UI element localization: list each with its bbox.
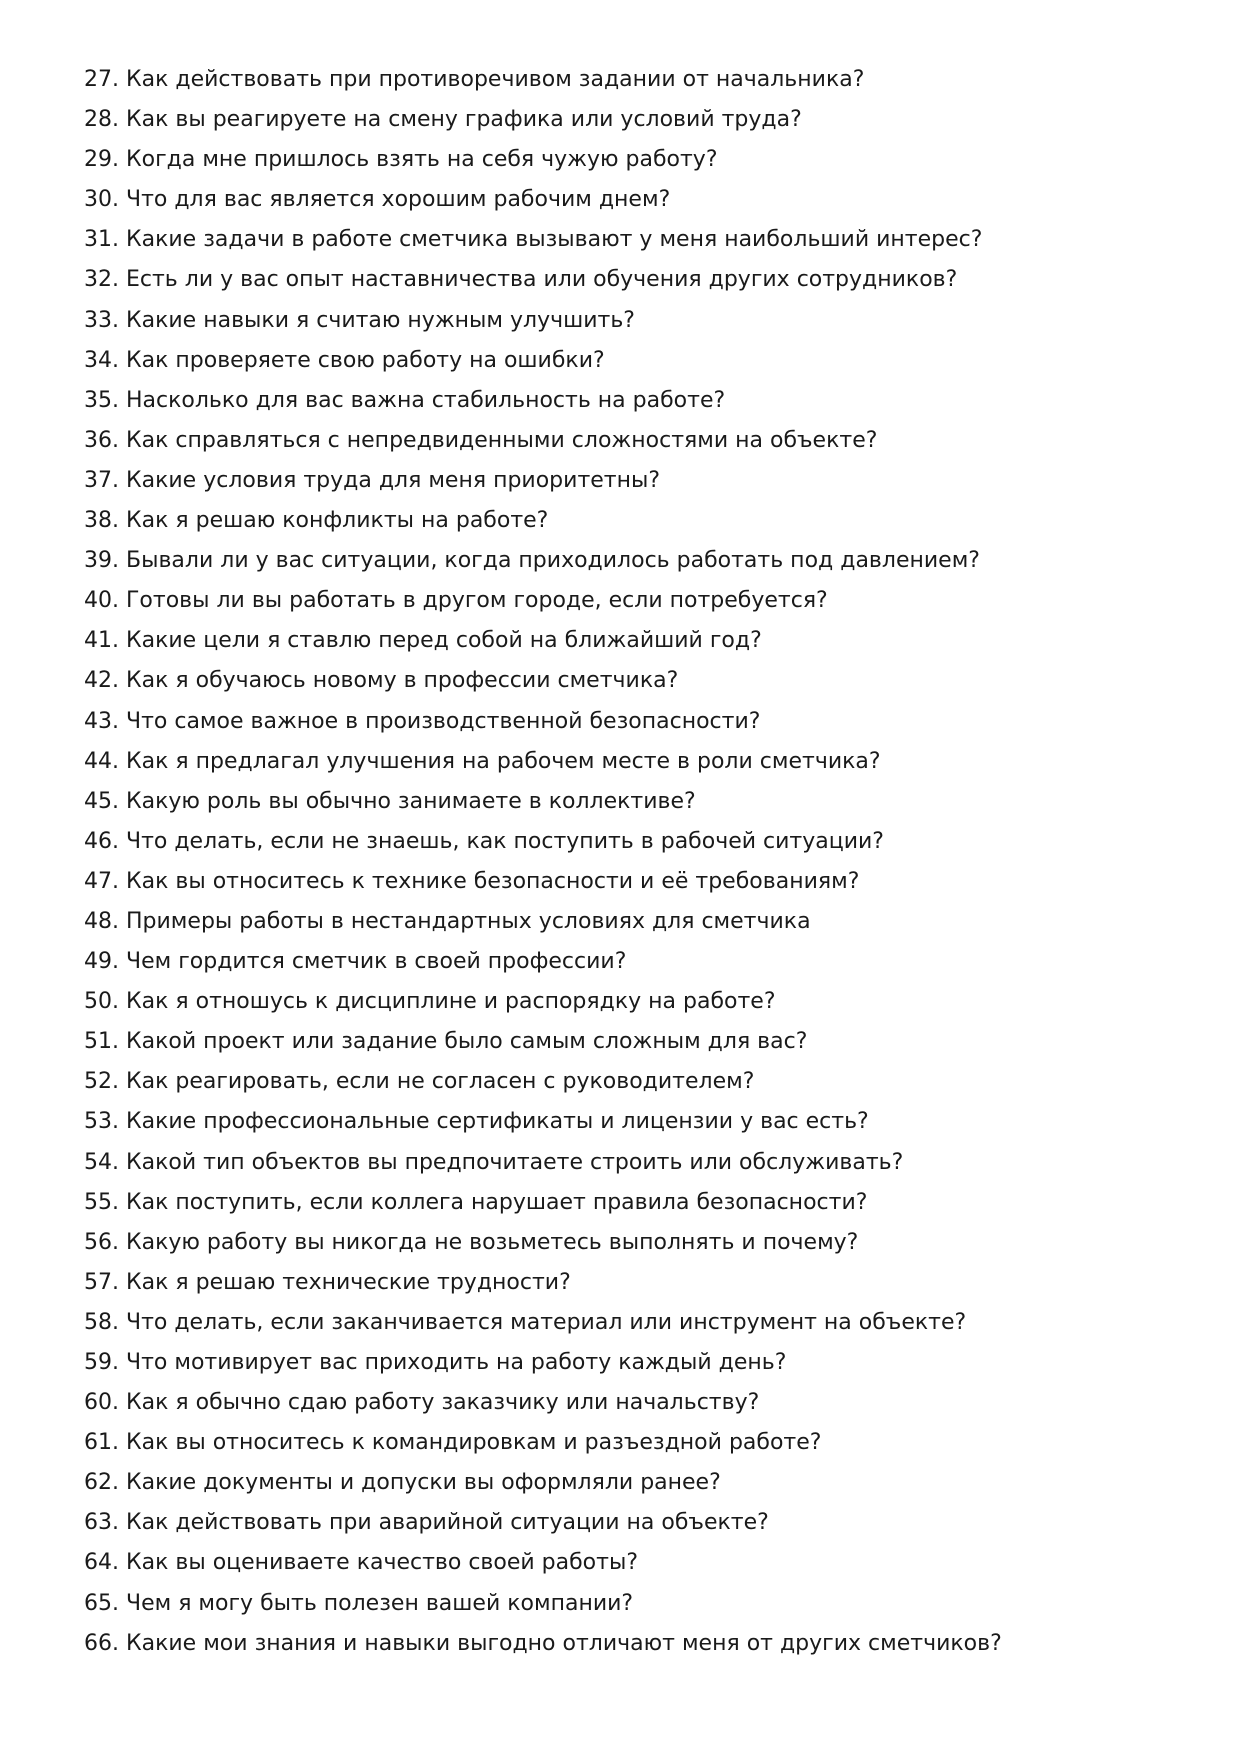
question-text: Как я решаю конфликты на работе? bbox=[126, 508, 549, 534]
question-text: Какие цели я ставлю перед собой на ближайший год? bbox=[126, 628, 762, 654]
question-item bbox=[84, 982, 1184, 1022]
question-item bbox=[84, 942, 1184, 982]
question-number: 63 . bbox=[84, 1510, 126, 1535]
question-item bbox=[84, 1624, 1184, 1664]
question-text: Какую работу вы никогда не возьметесь выполнять и почему? bbox=[126, 1229, 859, 1255]
question-number: 66 . bbox=[84, 1631, 126, 1656]
question-number: 56 . bbox=[84, 1230, 126, 1255]
question-item bbox=[84, 381, 1184, 421]
question-text: Что для вас является хорошим рабочим днем? bbox=[126, 187, 671, 213]
question-item bbox=[84, 1022, 1184, 1062]
question-number: 40 . bbox=[84, 588, 126, 613]
question-number: 60 . bbox=[84, 1390, 126, 1415]
question-text: Какой проект или задание было самым сложным для вас? bbox=[126, 1029, 808, 1055]
question-item bbox=[84, 862, 1184, 902]
question-text: Что делать, если заканчивается материал или инструмент на объекте? bbox=[126, 1309, 967, 1335]
question-item bbox=[84, 220, 1184, 260]
question-number: 41 . bbox=[84, 628, 126, 653]
question-item bbox=[84, 581, 1184, 621]
question-number: 46 . bbox=[84, 829, 126, 854]
question-number: 48 . bbox=[84, 909, 126, 934]
question-text: Чем гордится сметчик в своей профессии? bbox=[126, 949, 627, 975]
question-number: 65 . bbox=[84, 1591, 126, 1616]
question-number: 28 . bbox=[84, 107, 126, 132]
question-text: Какие задачи в работе сметчика вызывают у меня наибольший интерес? bbox=[126, 227, 983, 253]
question-number: 32 . bbox=[84, 267, 126, 292]
question-text: Как проверяете свою работу на ошибки? bbox=[126, 347, 605, 373]
question-number: 64 . bbox=[84, 1550, 126, 1575]
question-number: 47 . bbox=[84, 869, 126, 894]
question-number: 27 . bbox=[84, 67, 126, 92]
question-text: Какие навыки я считаю нужным улучшить? bbox=[126, 307, 635, 333]
question-number: 33 . bbox=[84, 308, 126, 333]
question-number: 31 . bbox=[84, 227, 126, 252]
question-item bbox=[84, 661, 1184, 701]
question-number: 44 . bbox=[84, 749, 126, 774]
question-text: Что делать, если не знаешь, как поступить в рабочей ситуации? bbox=[126, 828, 884, 854]
question-number: 53 . bbox=[84, 1109, 126, 1134]
question-item bbox=[84, 341, 1184, 381]
question-text: Какие документы и допуски вы оформляли ранее? bbox=[126, 1470, 721, 1496]
question-item bbox=[84, 742, 1184, 782]
question-item bbox=[84, 1303, 1184, 1343]
question-text: Как действовать при аварийной ситуации на объекте? bbox=[126, 1510, 769, 1536]
question-item bbox=[84, 1383, 1184, 1423]
question-text: Как реагировать, если не согласен с руководителем? bbox=[126, 1069, 755, 1095]
question-item bbox=[84, 1263, 1184, 1303]
question-text: Как действовать при противоречивом задании от начальника? bbox=[126, 67, 865, 92]
question-number: 35 . bbox=[84, 388, 126, 413]
question-item bbox=[84, 1102, 1184, 1142]
question-text: Примеры работы в нестандартных условиях для сметчика bbox=[126, 908, 811, 934]
question-text: Какие условия труда для меня приоритетны? bbox=[126, 467, 661, 493]
question-item bbox=[84, 1223, 1184, 1263]
question-text: Как справляться с непредвиденными сложностями на объекте? bbox=[126, 427, 878, 453]
question-number: 59 . bbox=[84, 1350, 126, 1375]
question-item bbox=[84, 1062, 1184, 1102]
question-number: 51 . bbox=[84, 1029, 126, 1054]
question-item bbox=[84, 461, 1184, 501]
question-number: 52 . bbox=[84, 1069, 126, 1094]
question-text: Какие профессиональные сертификаты и лицензии у вас есть? bbox=[126, 1109, 869, 1135]
question-item bbox=[84, 621, 1184, 661]
question-item bbox=[84, 1183, 1184, 1223]
question-item bbox=[84, 60, 1184, 100]
question-item bbox=[84, 1143, 1184, 1183]
question-list bbox=[84, 60, 1184, 1664]
question-text: Готовы ли вы работать в другом городе, если потребуется? bbox=[126, 588, 828, 614]
question-item bbox=[84, 702, 1184, 742]
question-number: 36 . bbox=[84, 428, 126, 453]
question-number: 39 . bbox=[84, 548, 126, 573]
question-item bbox=[84, 180, 1184, 220]
question-number: 54 . bbox=[84, 1150, 126, 1175]
question-item bbox=[84, 1584, 1184, 1624]
question-number: 50 . bbox=[84, 989, 126, 1014]
question-item bbox=[84, 782, 1184, 822]
question-text: Как вы оцениваете качество своей работы? bbox=[126, 1550, 639, 1576]
question-text: Бывали ли у вас ситуации, когда приходилось работать под давлением? bbox=[126, 548, 980, 574]
question-number: 58 . bbox=[84, 1310, 126, 1335]
question-number: 62 . bbox=[84, 1470, 126, 1495]
question-number: 37 . bbox=[84, 468, 126, 493]
question-number: 29 . bbox=[84, 147, 126, 172]
question-item bbox=[84, 1503, 1184, 1543]
question-number: 34 . bbox=[84, 348, 126, 373]
question-text: Что самое важное в производственной безопасности? bbox=[126, 708, 761, 734]
question-item bbox=[84, 1543, 1184, 1583]
question-text: Какой тип объектов вы предпочитаете строить или обслуживать? bbox=[126, 1149, 904, 1175]
question-number: 55 . bbox=[84, 1190, 126, 1215]
question-text: Чем я могу быть полезен вашей компании? bbox=[126, 1590, 634, 1616]
question-item bbox=[84, 100, 1184, 140]
question-item bbox=[84, 260, 1184, 300]
question-number: 30 . bbox=[84, 187, 126, 212]
question-text: Как вы относитесь к технике безопасности и её требованиям? bbox=[126, 868, 860, 894]
question-text: Как я предлагал улучшения на рабочем месте в роли сметчика? bbox=[126, 748, 881, 774]
question-item bbox=[84, 1343, 1184, 1383]
question-text: Как я отношусь к дисциплине и распорядку на работе? bbox=[126, 989, 776, 1015]
question-text: Есть ли у вас опыт наставничества или обучения других сотрудников? bbox=[126, 267, 958, 293]
question-text: Какую роль вы обычно занимаете в коллективе? bbox=[126, 788, 696, 814]
question-item bbox=[84, 1423, 1184, 1463]
question-number: 57 . bbox=[84, 1270, 126, 1295]
question-number: 45 . bbox=[84, 789, 126, 814]
question-text: Как вы относитесь к командировкам и разъездной работе? bbox=[126, 1430, 822, 1456]
question-number: 43 . bbox=[84, 709, 126, 734]
question-item bbox=[84, 501, 1184, 541]
question-item bbox=[84, 902, 1184, 942]
question-text: Какие мои знания и навыки выгодно отличают меня от других сметчиков? bbox=[126, 1630, 1002, 1656]
question-text: Как поступить, если коллега нарушает правила безопасности? bbox=[126, 1189, 868, 1215]
question-number: 42 . bbox=[84, 668, 126, 693]
question-number: 49 . bbox=[84, 949, 126, 974]
question-number: 38 . bbox=[84, 508, 126, 533]
question-item bbox=[84, 1463, 1184, 1503]
question-item bbox=[84, 421, 1184, 461]
question-item bbox=[84, 822, 1184, 862]
question-text: Насколько для вас важна стабильность на работе? bbox=[126, 387, 726, 413]
question-item bbox=[84, 301, 1184, 341]
question-text: Как я обучаюсь новому в профессии сметчика? bbox=[126, 668, 679, 694]
question-item bbox=[84, 541, 1184, 581]
question-text: Как я решаю технические трудности? bbox=[126, 1269, 571, 1295]
question-text: Что мотивирует вас приходить на работу каждый день? bbox=[126, 1350, 787, 1375]
question-text: Когда мне пришлось взять на себя чужую работу? bbox=[126, 147, 718, 173]
question-text: Как я обычно сдаю работу заказчику или начальству? bbox=[126, 1390, 760, 1416]
question-text: Как вы реагируете на смену графика или условий труда? bbox=[126, 107, 802, 133]
question-number: 61 . bbox=[84, 1430, 126, 1455]
question-item bbox=[84, 140, 1184, 180]
